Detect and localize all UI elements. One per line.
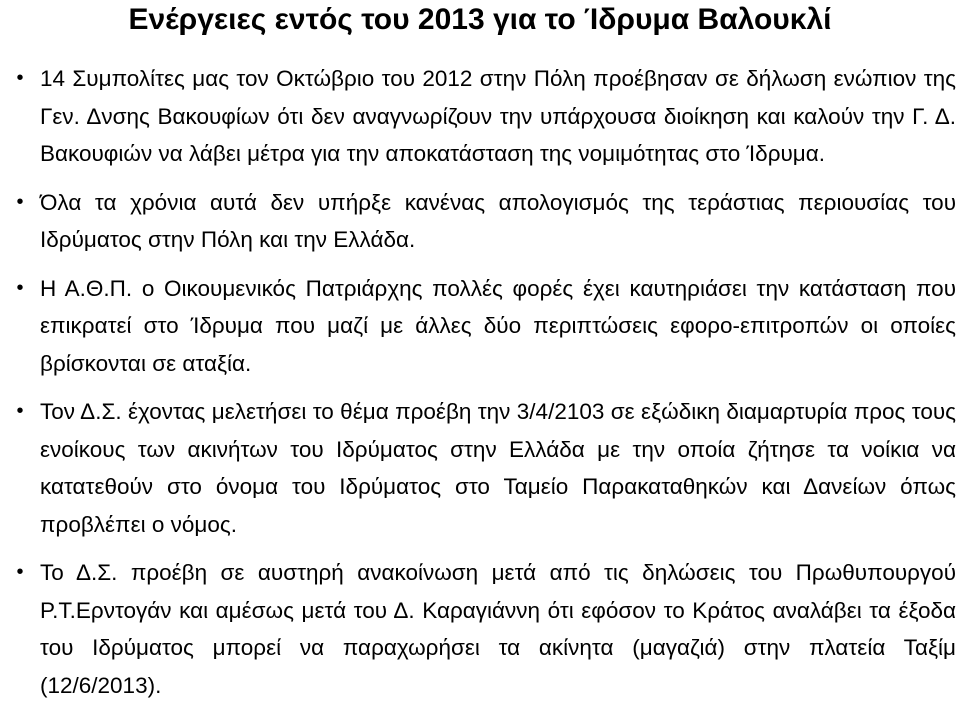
bullet-text: Η Α.Θ.Π. ο Οικουμενικός Πατριάρχης πολλές φορές έχει καυτηριάσει την κατάσταση που επικρατεί στο Ίδρυμα που μαζί με άλλες δύο περιπτώσεις εφορο-επιτροπών οι οποίες βρίσκονται σε αταξία. (40, 275, 956, 376)
bullet-icon: • (16, 276, 24, 299)
bullet-icon: • (16, 561, 24, 583)
bullet-text: Όλα τα χρόνια αυτά δεν υπήρξε κανένας απολογισμός της τεράστιας περιουσίας του Ιδρύματος στην Πόλη και την Ελλάδα. (40, 189, 956, 252)
bullet-item (16, 554, 956, 704)
bullet-icon: • (16, 67, 24, 89)
bullet-text: 14 Συμπολίτες μας τον Οκτώβριο του 2012 στην Πόλη προέβησαν σε δήλωση ενώπιον της Γεν. Δνσης Βακουφίων ότι δεν αναγνωρίζουν την υπάρχουσα διοίκηση και καλούν την Γ. Δ. Βακουφιών να λάβει μέτρα για την αποκατάσταση της νομιμότητας στο Ίδρυμα. (40, 66, 956, 166)
bullet-item (16, 60, 956, 173)
bullet-icon: • (16, 190, 24, 213)
bullet-text: Το Δ.Σ. προέβη σε αυστηρή ανακοίνωση μετά από τις δηλώσεις του Πρωθυπουργού Ρ.Τ.Ερντογάν και αμέσως μετά του Δ. Καραγιάννη ότι εφόσον το Κράτος αναλάβει τα έξοδα του Ιδρύματος μπορεί να παραχωρήσει τα ακίνητα (μαγαζιά) στην πλατεία Ταξίμ (12/6/2013). (40, 560, 956, 698)
bullet-item (16, 393, 956, 543)
bullet-item (16, 184, 956, 259)
slide-title: Ενέργειες εντός του 2013 για το Ίδρυμα Βαλουκλί (128, 3, 832, 36)
bullet-text: Τον Δ.Σ. έχοντας μελετήσει το θέμα προέβη την 3/4/2103 σε εξώδικη διαμαρτυρία προς τους ενοίκους των ακινήτων του Ιδρύματος στην Ελλάδα με την οποία ζήτησε τα νοίκια να κατατεθούν στο όνομα του Ιδρύματος στο Ταμείο Παρακαταθηκών και Δανείων όπως προβλέπει ο νόμος. (40, 399, 956, 537)
bullet-item (16, 270, 956, 383)
bullet-list (16, 60, 956, 715)
bullet-icon: • (16, 400, 24, 422)
